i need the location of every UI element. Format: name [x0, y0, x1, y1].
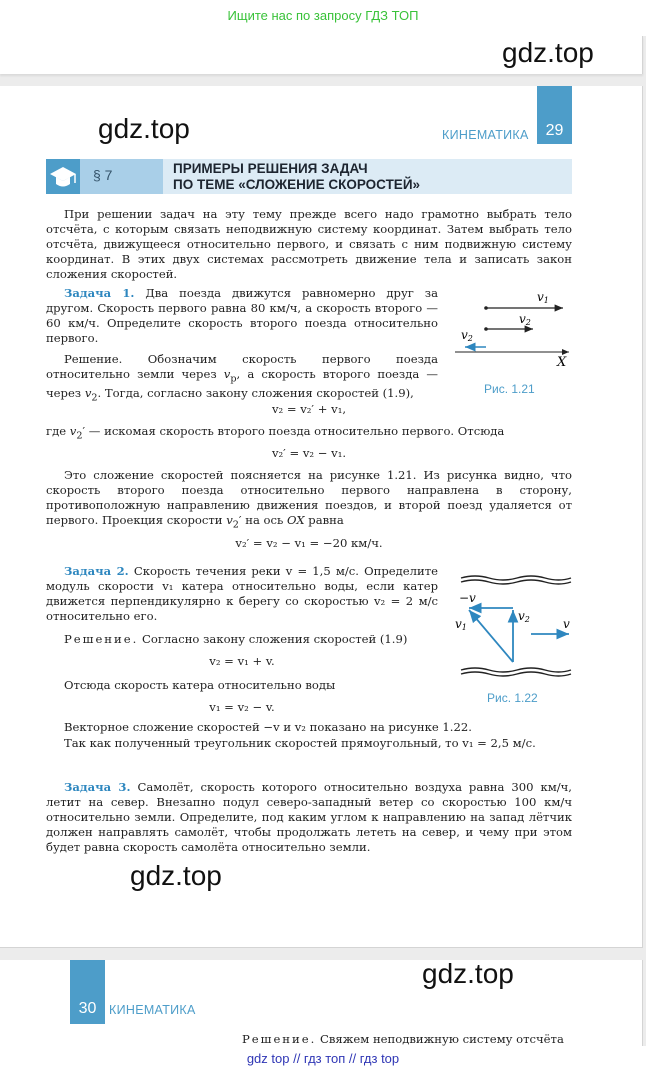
textbook-page-30	[0, 960, 643, 1046]
formula-1: v₂ = v₂′ + v₁,	[271, 402, 347, 416]
task2-solution: Решение. Согласно закону сложения скоростей (1.9)	[64, 632, 408, 646]
task3-label: Задача 3.	[64, 780, 131, 794]
task1-label: Задача 1.	[64, 286, 135, 300]
bottom-links[interactable]: gdz top // гдз топ // гдз top	[246, 1051, 400, 1066]
task2-hence: Отсюда скорость катера относительно воды	[64, 678, 336, 692]
v2-label: v2	[519, 312, 531, 327]
task1-where: где $v_2'$ — искомая скорость второго поезда относительно первого. Отсюда	[46, 424, 505, 442]
task2-conclusion: Так как полученный треугольник скоростей прямоугольный, то v₁ = 2,5 м/с.	[64, 736, 536, 750]
figure-1-21	[455, 284, 573, 370]
task1-explanation: Это сложение скоростей поясняется на рисунке 1.21. Из рисунка видно, что скорость второго поезда относительно первого направлена в сторону, противоположную направлению движения поездов, и второй поезд удаляется от первого. Проекция скорости $v_2'$ на ось OX равна	[46, 468, 572, 531]
top-notice-link[interactable]: Ищите нас по запросу ГДЗ ТОП	[227, 8, 419, 23]
task2-vector-text: Векторное сложение скоростей −v и v₂ показано на рисунке 1.22.	[64, 720, 472, 734]
formula-5: v₁ = v₂ − v.	[209, 700, 275, 714]
textbook-page-29	[0, 86, 643, 948]
watermark: gdz.top	[422, 958, 514, 989]
figure-1-22	[455, 570, 573, 684]
figure-1-21-caption: Рис. 1.21	[484, 382, 535, 396]
formula-4: v₂ = v₁ + v.	[209, 654, 275, 668]
v1-arrow	[469, 610, 513, 662]
task2-statement	[46, 564, 438, 624]
section-title-line: ПО ТЕМЕ «СЛОЖЕНИЕ СКОРОСТЕЙ»	[173, 177, 421, 192]
bottom-links-bar	[0, 1046, 646, 1076]
watermark: gdz.top	[502, 37, 594, 68]
section-title-banner	[46, 159, 572, 194]
section-number: § 7	[80, 159, 163, 194]
graduation-cap-icon	[46, 159, 80, 194]
minus-v-label: −v	[459, 591, 476, 605]
formula-2: v₂′ = v₂ − v₁.	[271, 446, 347, 460]
watermark: gdz.top	[130, 860, 222, 891]
v-label: v	[563, 617, 570, 631]
intro-paragraph: При решении задач на эту тему прежде всего надо грамотно выбрать тело отсчёта, с которым связать неподвижную систему координат. Затем выбрать тело отсчёта, движущееся относительно первого, и связать с ним подвижную систему координат. В этих двух системах рассмотреть движение тела и записать закон сложения скоростей.	[46, 207, 572, 281]
section-title	[173, 161, 420, 193]
v1-label: v1	[537, 290, 549, 305]
task1-statement	[46, 286, 438, 346]
section-header: КИНЕМАТИКА	[442, 128, 529, 142]
task1-solution: Решение. Обозначим скорость первого поезда относительно земли через $v_p$, а скорость второго поезда — через $v_2$. Тогда, согласно закону сложения скоростей (1.9),	[46, 352, 438, 404]
v1-label: v1	[455, 617, 467, 632]
section-title-line: ПРИМЕРЫ РЕШЕНИЯ ЗАДАЧ	[173, 161, 368, 176]
page-number: 29	[537, 86, 572, 144]
task2-text: Скорость течения реки v = 1,5 м/с. Определите модуль скорости v₁ катера относительно воды, если катер движется перпендикулярно к берегу со скоростью v₂ = 2 м/с относительно его.	[46, 564, 438, 623]
figure-1-22-caption: Рис. 1.22	[487, 691, 538, 705]
formula-3: v₂′ = v₂ − v₁ = −20 км/ч.	[235, 536, 383, 550]
x-axis-label: X	[557, 355, 567, 370]
section-header: КИНЕМАТИКА	[109, 1003, 196, 1017]
task3-statement	[46, 780, 572, 855]
v2-relative-label: v2	[461, 328, 473, 343]
task2-label: Задача 2.	[64, 564, 129, 578]
task3-text: Самолёт, скорость которого относительно воздуха равна 300 км/ч, летит на север. Внезапно подул северо-западный ветер со скоростью 100 км/ч относительно земли. Определите, под каким углом к направлению на запад лётчик должен направлять самолёт, чтобы продолжать лететь на север, и чему при этом будет равна скорость самолёта относительно земли.	[46, 780, 572, 854]
next-page-text: Решение. Свяжем неподвижную систему отсчёта	[242, 1032, 564, 1046]
page-number: 30	[70, 960, 105, 1024]
task1-text: Два поезда движутся равномерно друг за другом. Скорость первого равна 80 км/ч, а скорость второго — 60 км/ч. Определите скорость второго поезда относительно первого.	[46, 286, 438, 345]
watermark: gdz.top	[98, 113, 190, 144]
v2-label: v2	[518, 609, 530, 624]
top-notice-bar	[0, 0, 646, 36]
